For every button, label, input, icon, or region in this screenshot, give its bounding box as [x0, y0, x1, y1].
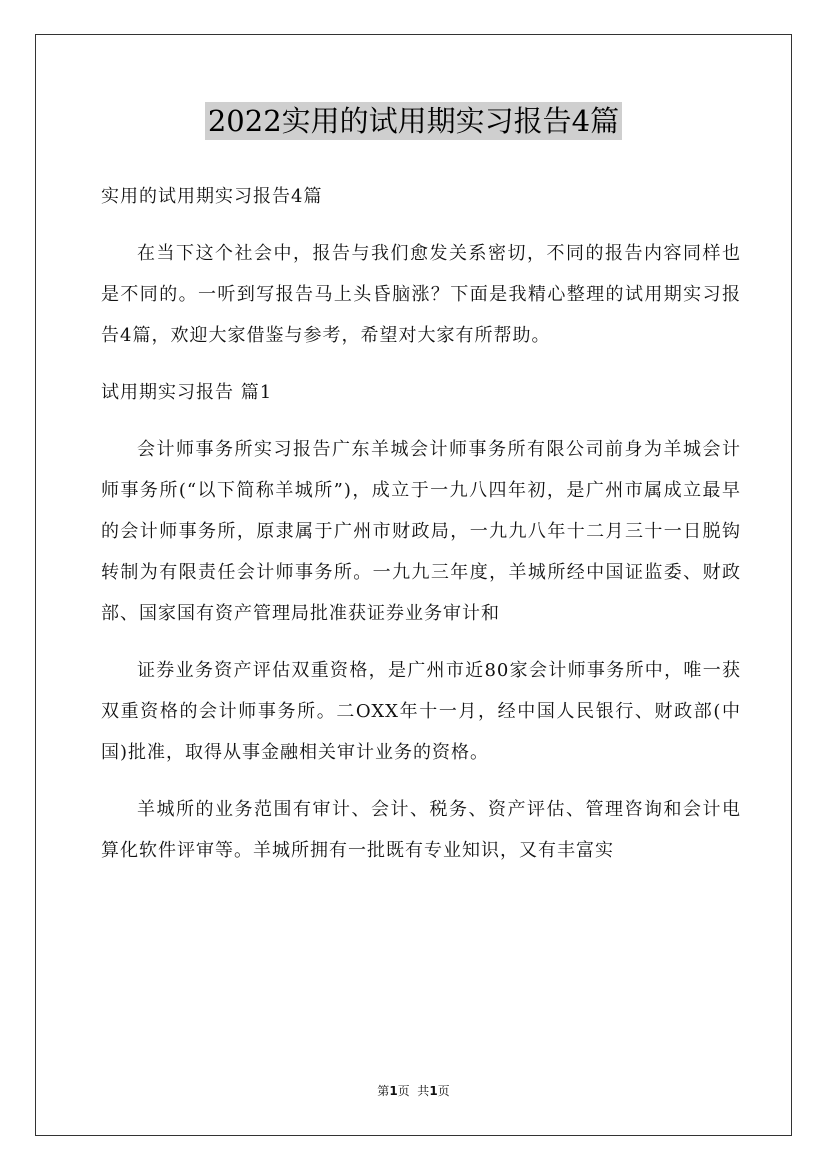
page-footer	[0, 1083, 827, 1099]
document-title: 2022实用的试用期实习报告4篇	[205, 102, 622, 140]
section-heading: 试用期实习报告 篇1	[101, 382, 273, 403]
body-paragraph-1: 会计师事务所实习报告广东羊城会计师事务所有限公司前身为羊城会计师事务所(“以下简称羊城所”)，成立于一九八四年初，是广州市属成立最早的会计师事务所，原隶属于广州市财政局，一九九八年十二月三十一日脱钩转制为有限责任会计师事务所。一九九三年度，羊城所经中国证监委、财政部、国家国有资产管理局批准获证券业务审计和	[101, 439, 741, 624]
footer-page-number: 1	[389, 1084, 398, 1098]
document-body	[101, 176, 741, 887]
footer-suffix: 页	[437, 1084, 450, 1098]
title-container	[0, 102, 827, 140]
intro-paragraph: 在当下这个社会中，报告与我们愈发关系密切，不同的报告内容同样也是不同的。一听到写报告马上头昏脑涨？下面是我精心整理的试用期实习报告4篇，欢迎大家借鉴与参考，希望对大家有所帮助。	[101, 243, 741, 346]
footer-middle: 页 共	[397, 1084, 430, 1098]
footer-page-total: 1	[429, 1084, 438, 1098]
body-paragraph-3: 羊城所的业务范围有审计、会计、税务、资产评估、管理咨询和会计电算化软件评审等。羊城所拥有一批既有专业知识，又有丰富实	[101, 799, 741, 861]
footer-prefix: 第	[377, 1084, 390, 1098]
body-paragraph-2: 证券业务资产评估双重资格，是广州市近80家会计师事务所中，唯一获双重资格的会计师事务所。二OXX年十一月，经中国人民银行、财政部(中国)批准，取得从事金融相关审计业务的资格。	[101, 660, 741, 763]
document-subtitle: 实用的试用期实习报告4篇	[101, 186, 323, 207]
